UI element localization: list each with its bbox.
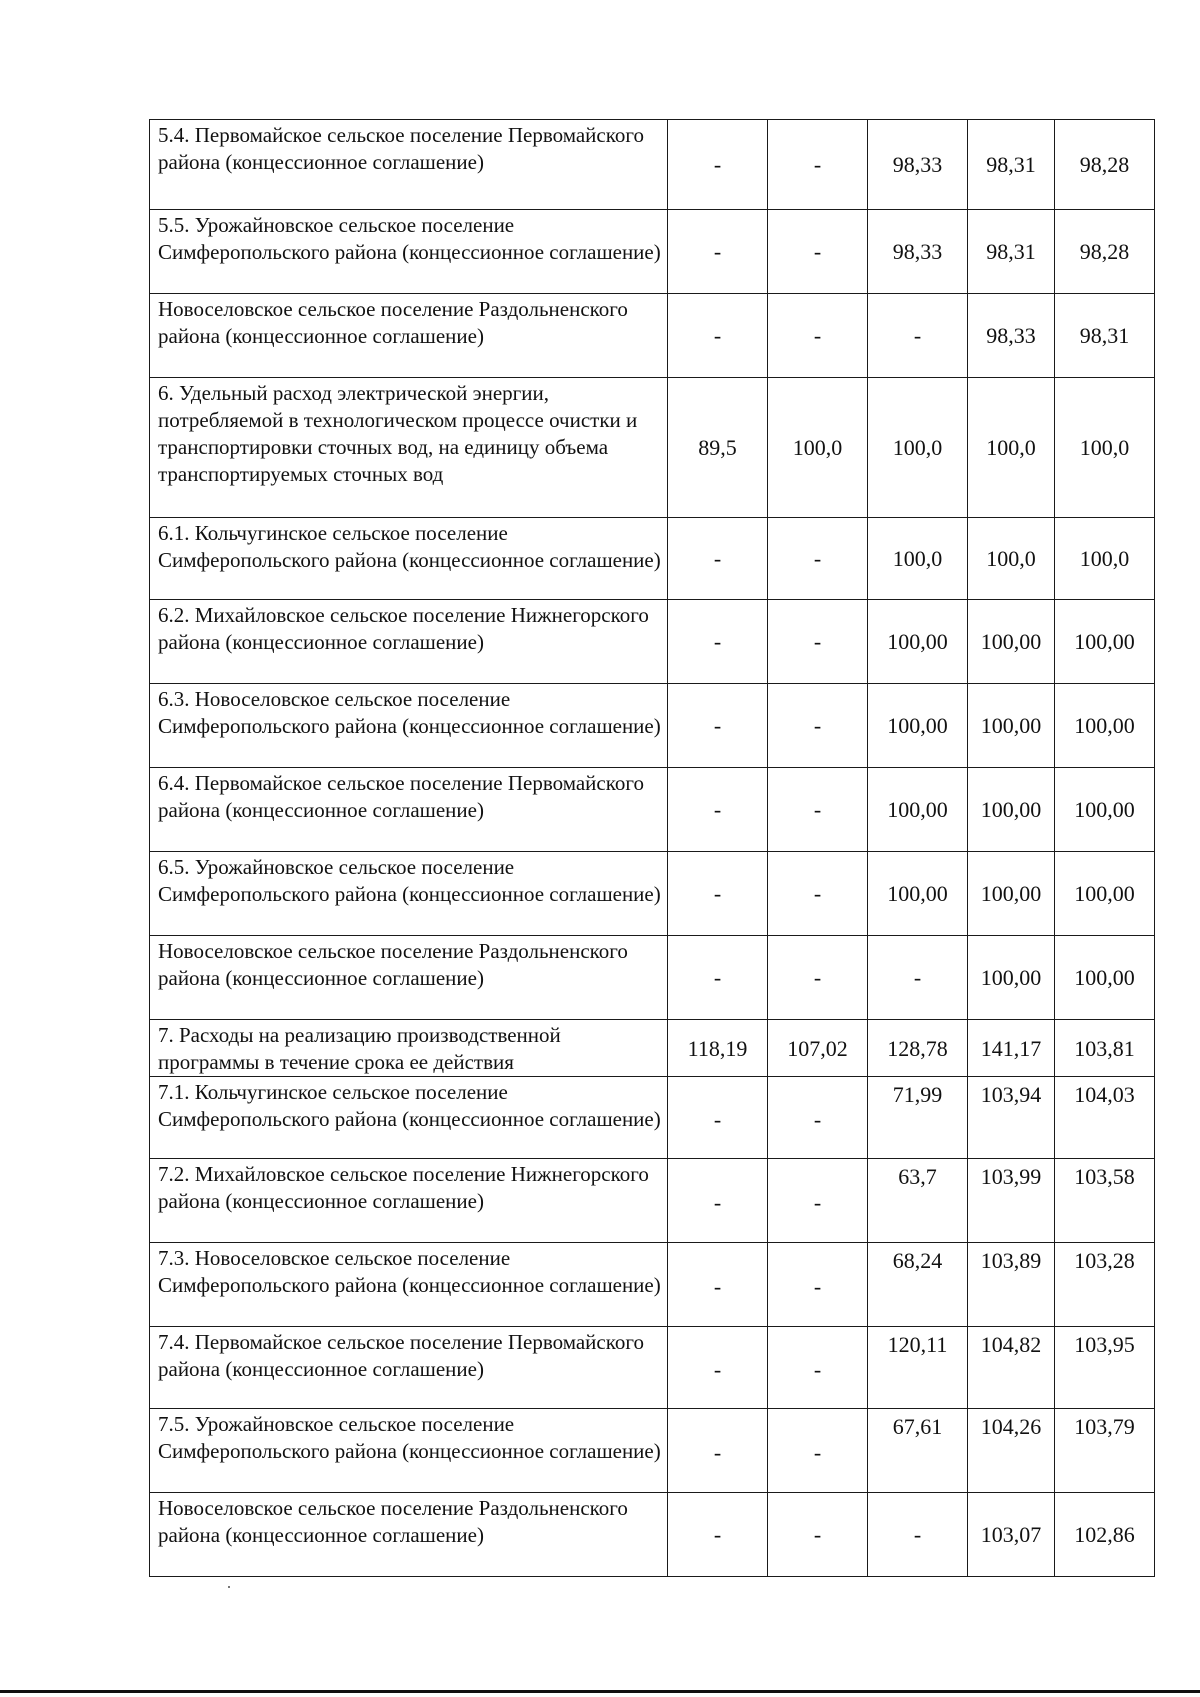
value-cell: - bbox=[668, 1493, 768, 1577]
table-row bbox=[150, 120, 1155, 210]
value-cell: 100,00 bbox=[968, 768, 1055, 852]
value-cell: 98,33 bbox=[968, 294, 1055, 378]
value-cell: - bbox=[768, 518, 868, 600]
table-row bbox=[150, 378, 1155, 518]
value-cell: 100,00 bbox=[968, 936, 1055, 1020]
table-row bbox=[150, 768, 1155, 852]
value-cell: - bbox=[868, 936, 968, 1020]
row-label: 7.4. Первомайское сельское поселение Первомайского района (концессионное соглашение) bbox=[150, 1327, 668, 1409]
value-cell: 98,28 bbox=[1055, 210, 1155, 294]
row-label: Новоселовское сельское поселение Раздольненского района (концессионное соглашение) bbox=[150, 936, 668, 1020]
value-cell: - bbox=[768, 768, 868, 852]
indicators-table bbox=[149, 119, 1155, 1577]
value-cell: 67,61 bbox=[868, 1409, 968, 1493]
value-cell: - bbox=[668, 768, 768, 852]
value-cell: - bbox=[768, 210, 868, 294]
value-cell: - bbox=[668, 210, 768, 294]
page-bottom-rule bbox=[0, 1690, 1200, 1693]
row-label: Новоселовское сельское поселение Раздольненского района (концессионное соглашение) bbox=[150, 294, 668, 378]
value-cell: 103,28 bbox=[1055, 1243, 1155, 1327]
value-cell: 100,00 bbox=[968, 852, 1055, 936]
value-cell: 100,00 bbox=[1055, 936, 1155, 1020]
table-row bbox=[150, 852, 1155, 936]
value-cell: 103,07 bbox=[968, 1493, 1055, 1577]
value-cell: - bbox=[668, 518, 768, 600]
value-cell: 100,0 bbox=[1055, 518, 1155, 600]
value-cell: 98,31 bbox=[968, 210, 1055, 294]
value-cell: - bbox=[668, 600, 768, 684]
value-cell: 100,00 bbox=[968, 600, 1055, 684]
value-cell: 141,17 bbox=[968, 1020, 1055, 1077]
table-row bbox=[150, 936, 1155, 1020]
table-row bbox=[150, 1493, 1155, 1577]
row-label: 6.3. Новоселовское сельское поселение Симферопольского района (концессионное соглашение) bbox=[150, 684, 668, 768]
value-cell: 104,03 bbox=[1055, 1077, 1155, 1159]
row-label: 6.4. Первомайское сельское поселение Первомайского района (концессионное соглашение) bbox=[150, 768, 668, 852]
value-cell: 103,79 bbox=[1055, 1409, 1155, 1493]
table-row bbox=[150, 1327, 1155, 1409]
value-cell: 100,00 bbox=[1055, 600, 1155, 684]
value-cell: - bbox=[768, 684, 868, 768]
value-cell: - bbox=[768, 1327, 868, 1409]
value-cell: 100,00 bbox=[868, 600, 968, 684]
row-label: 7.1. Кольчугинское сельское поселение Симферопольского района (концессионное соглашение) bbox=[150, 1077, 668, 1159]
table-row bbox=[150, 518, 1155, 600]
value-cell: 89,5 bbox=[668, 378, 768, 518]
value-cell: - bbox=[668, 294, 768, 378]
value-cell: 107,02 bbox=[768, 1020, 868, 1077]
value-cell: - bbox=[768, 1493, 868, 1577]
table-row bbox=[150, 684, 1155, 768]
value-cell: - bbox=[668, 852, 768, 936]
value-cell: 103,81 bbox=[1055, 1020, 1155, 1077]
value-cell: 100,00 bbox=[1055, 684, 1155, 768]
table-row bbox=[150, 294, 1155, 378]
value-cell: 103,58 bbox=[1055, 1159, 1155, 1243]
table-row bbox=[150, 1243, 1155, 1327]
value-cell: - bbox=[668, 936, 768, 1020]
value-cell: 98,31 bbox=[1055, 294, 1155, 378]
value-cell: 100,00 bbox=[868, 768, 968, 852]
row-label: 6.5. Урожайновское сельское поселение Симферопольского района (концессионное соглашение) bbox=[150, 852, 668, 936]
value-cell: - bbox=[768, 1243, 868, 1327]
value-cell: 100,0 bbox=[968, 518, 1055, 600]
row-label: 7.5. Урожайновское сельское поселение Симферопольского района (концессионное соглашение) bbox=[150, 1409, 668, 1493]
value-cell: - bbox=[668, 684, 768, 768]
row-label: 7.3. Новоселовское сельское поселение Симферопольского района (концессионное соглашение) bbox=[150, 1243, 668, 1327]
value-cell: 100,00 bbox=[868, 684, 968, 768]
row-label: 6.1. Кольчугинское сельское поселение Симферопольского района (концессионное соглашение) bbox=[150, 518, 668, 600]
value-cell: - bbox=[868, 1493, 968, 1577]
value-cell: - bbox=[768, 936, 868, 1020]
value-cell: - bbox=[868, 294, 968, 378]
value-cell: - bbox=[768, 120, 868, 210]
value-cell: 100,00 bbox=[968, 684, 1055, 768]
value-cell: 100,0 bbox=[1055, 378, 1155, 518]
value-cell: 63,7 bbox=[868, 1159, 968, 1243]
value-cell: 100,00 bbox=[868, 852, 968, 936]
value-cell: 100,0 bbox=[868, 378, 968, 518]
value-cell: - bbox=[668, 120, 768, 210]
value-cell: 68,24 bbox=[868, 1243, 968, 1327]
value-cell: 120,11 bbox=[868, 1327, 968, 1409]
value-cell: 118,19 bbox=[668, 1020, 768, 1077]
value-cell: 103,94 bbox=[968, 1077, 1055, 1159]
scan-speck bbox=[228, 1586, 230, 1588]
value-cell: 103,99 bbox=[968, 1159, 1055, 1243]
value-cell: 100,0 bbox=[768, 378, 868, 518]
table-row bbox=[150, 1159, 1155, 1243]
row-label: 6.2. Михайловское сельское поселение Нижнегорского района (концессионное соглашение) bbox=[150, 600, 668, 684]
value-cell: 100,00 bbox=[1055, 852, 1155, 936]
value-cell: 98,33 bbox=[868, 120, 968, 210]
value-cell: 98,31 bbox=[968, 120, 1055, 210]
value-cell: - bbox=[768, 1159, 868, 1243]
row-label: 7. Расходы на реализацию производственной программы в течение срока ее действия bbox=[150, 1020, 668, 1077]
value-cell: 102,86 bbox=[1055, 1493, 1155, 1577]
value-cell: - bbox=[768, 294, 868, 378]
value-cell: 71,99 bbox=[868, 1077, 968, 1159]
value-cell: - bbox=[668, 1409, 768, 1493]
value-cell: - bbox=[768, 600, 868, 684]
value-cell: - bbox=[668, 1159, 768, 1243]
value-cell: 100,00 bbox=[1055, 768, 1155, 852]
value-cell: 103,95 bbox=[1055, 1327, 1155, 1409]
table-row bbox=[150, 1409, 1155, 1493]
value-cell: - bbox=[768, 1409, 868, 1493]
value-cell: 104,26 bbox=[968, 1409, 1055, 1493]
value-cell: 100,0 bbox=[968, 378, 1055, 518]
table-row bbox=[150, 210, 1155, 294]
value-cell: 104,82 bbox=[968, 1327, 1055, 1409]
value-cell: 98,33 bbox=[868, 210, 968, 294]
table-row bbox=[150, 1020, 1155, 1077]
value-cell: 100,0 bbox=[868, 518, 968, 600]
row-label: 6. Удельный расход электрической энергии, потребляемой в технологическом процессе очистки и транспортировки сточных вод, на единицу объема транспортируемых сточных вод bbox=[150, 378, 668, 518]
value-cell: - bbox=[768, 1077, 868, 1159]
value-cell: - bbox=[668, 1243, 768, 1327]
value-cell: 98,28 bbox=[1055, 120, 1155, 210]
value-cell: - bbox=[668, 1327, 768, 1409]
row-label: 7.2. Михайловское сельское поселение Нижнегорского района (концессионное соглашение) bbox=[150, 1159, 668, 1243]
document-table-wrapper bbox=[149, 119, 1154, 1577]
row-label: Новоселовское сельское поселение Раздольненского района (концессионное соглашение) bbox=[150, 1493, 668, 1577]
value-cell: - bbox=[768, 852, 868, 936]
value-cell: - bbox=[668, 1077, 768, 1159]
table-row bbox=[150, 1077, 1155, 1159]
row-label: 5.4. Первомайское сельское поселение Первомайского района (концессионное соглашение) bbox=[150, 120, 668, 210]
row-label: 5.5. Урожайновское сельское поселение Симферопольского района (концессионное соглашение) bbox=[150, 210, 668, 294]
table-row bbox=[150, 600, 1155, 684]
value-cell: 103,89 bbox=[968, 1243, 1055, 1327]
value-cell: 128,78 bbox=[868, 1020, 968, 1077]
